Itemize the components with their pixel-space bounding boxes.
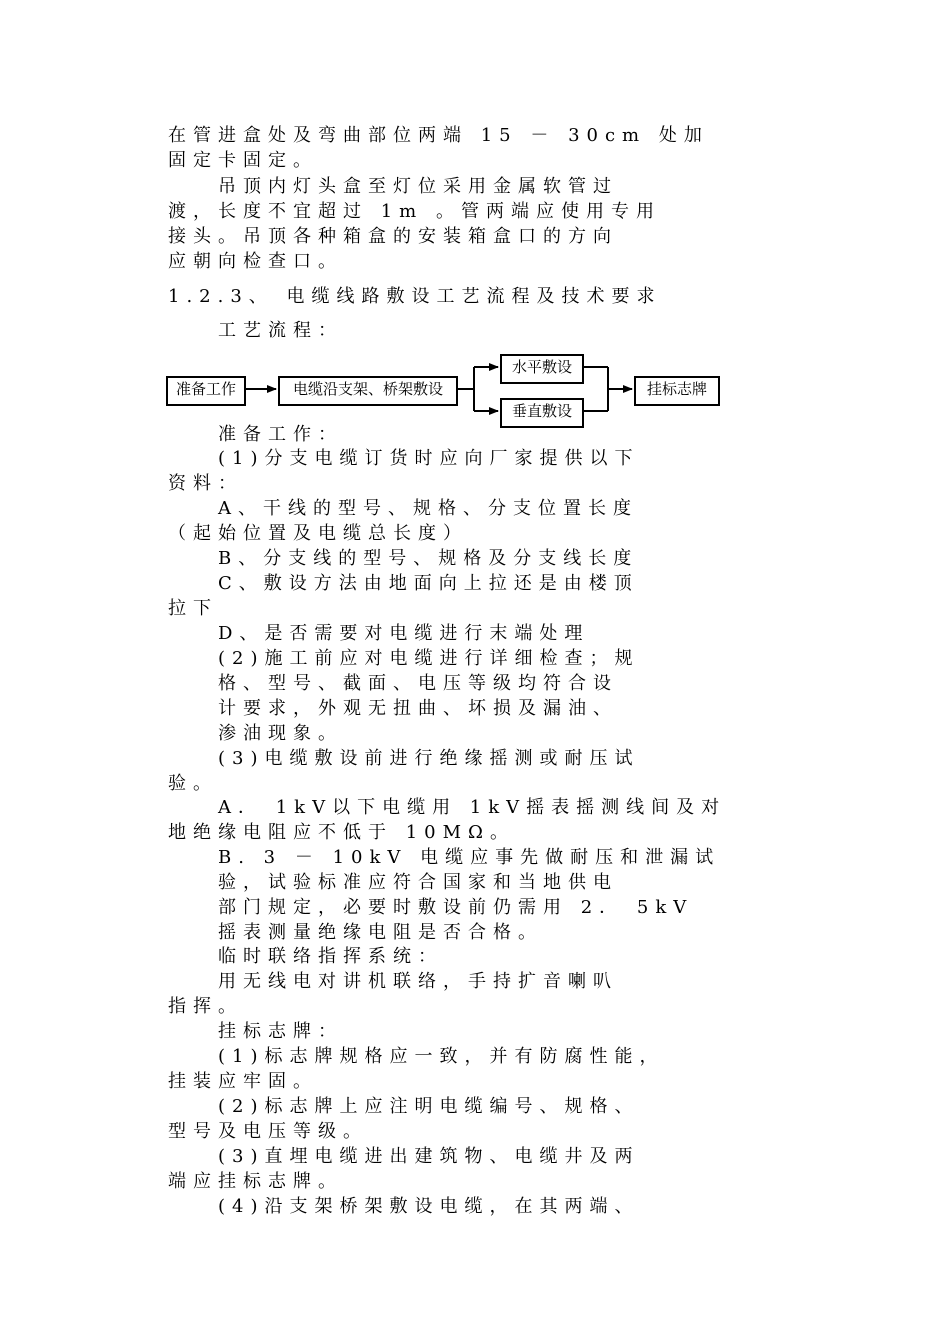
text-line: D、是否需要对电缆进行末端处理 <box>218 623 590 644</box>
text-line: (3)直埋电缆进出建筑物、电缆井及两 <box>218 1146 640 1167</box>
text-line: 挂装应牢固。 <box>168 1071 318 1092</box>
section-heading: 1.2.3、 电缆线路敷设工艺流程及技术要求 <box>168 286 662 307</box>
text-line: 计要求，外观无扭曲、坏损及漏油、 <box>218 698 618 719</box>
text-line: 渡，长度不宜超过 1m 。管两端应使用专用 <box>168 201 661 222</box>
text-line: (1)标志牌规格应一致，并有防腐性能， <box>218 1046 665 1067</box>
text-line: 验，试验标准应符合国家和当地供电 <box>218 872 618 893</box>
text-line: (3)电缆敷设前进行绝缘摇测或耐压试 <box>218 748 640 769</box>
flow-box-tag: 挂标志牌 <box>634 376 720 406</box>
flow-box-support: 电缆沿支架、桥架敷设 <box>278 376 458 406</box>
text-line: (1)分支电缆订货时应向厂家提供以下 <box>218 448 640 469</box>
subheading-tags: 挂标志牌： <box>218 1021 343 1042</box>
text-line: 摇表测量绝缘电阻是否合格。 <box>218 922 543 943</box>
text-line: （起始位置及电缆总长度） <box>168 523 468 544</box>
process-flowchart <box>165 352 725 434</box>
text-line: 型号及电压等级。 <box>168 1121 368 1142</box>
flow-box-horizontal: 水平敷设 <box>500 354 584 384</box>
text-line: A、干线的型号、规格、分支位置长度 <box>218 498 638 519</box>
flow-box-vertical: 垂直敷设 <box>500 398 584 428</box>
text-line: 格、型号、截面、电压等级均符合设 <box>218 673 618 694</box>
text-line: 指挥。 <box>168 996 243 1017</box>
text-line: 吊顶内灯头盒至灯位采用金属软管过 <box>218 176 618 197</box>
subheading-process-flow: 工艺流程： <box>218 320 343 341</box>
subheading-command-system: 临时联络指挥系统： <box>218 946 443 967</box>
subheading-preparation: 准备工作： <box>218 424 343 445</box>
text-line: 渗油现象。 <box>218 723 343 744</box>
text-line: 用无线电对讲机联络，手持扩音喇叭 <box>218 971 618 992</box>
text-line: 固定卡固定。 <box>168 150 318 171</box>
text-line: (2)施工前应对电缆进行详细检查；规 <box>218 648 640 669</box>
text-line: B. 3 － 10kV 电缆应事先做耐压和泄漏试 <box>218 847 721 868</box>
text-line: A． 1kV以下电缆用 1kV摇表摇测线间及对 <box>218 797 727 818</box>
text-line: C、敷设方法由地面向上拉还是由楼顶 <box>218 573 639 594</box>
text-line: 地绝缘电阻应不低于 10MΩ。 <box>168 822 515 843</box>
text-line: (4)沿支架桥架敷设电缆，在其两端、 <box>218 1196 640 1217</box>
text-line: 应朝向检查口。 <box>168 251 343 272</box>
text-line: 接头。吊顶各种箱盒的安装箱盒口的方向 <box>168 226 618 247</box>
text-line: 验。 <box>168 773 218 794</box>
text-line: 资料： <box>168 473 243 494</box>
flow-box-prepare: 准备工作 <box>166 376 246 406</box>
text-line: 端应挂标志牌。 <box>168 1171 343 1192</box>
text-line: (2)标志牌上应注明电缆编号、规格、 <box>218 1096 640 1117</box>
text-line: 拉下 <box>168 598 218 619</box>
text-line: 部门规定，必要时敷设前仍需用 2． 5kV <box>218 897 694 918</box>
text-line: B、分支线的型号、规格及分支线长度 <box>218 548 639 569</box>
text-line: 在管进盒处及弯曲部位两端 15 － 30cm 处加 <box>168 125 709 146</box>
